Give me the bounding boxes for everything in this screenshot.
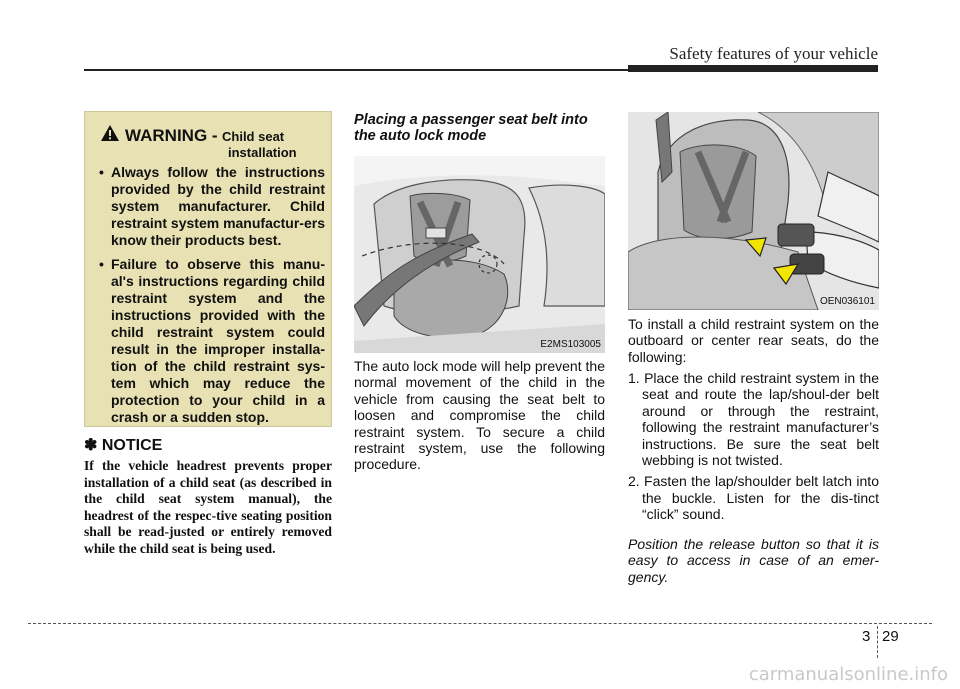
- figure-code: OEN036101: [819, 296, 875, 307]
- warning-word: WARNING -: [125, 126, 218, 145]
- warning-heading: [125, 126, 284, 146]
- section-title: Placing a passenger seat belt into the auto lock mode: [354, 112, 588, 144]
- figure-code: E2MS103005: [540, 339, 601, 350]
- auto-lock-paragraph: The auto lock mode will help prevent the normal movement of the child in the vehicle from causing the seat belt to loosen and compromise the child restraint system. To secure a child restraint system, use the following procedure.: [354, 358, 605, 473]
- rear-seat-drawing: [354, 156, 605, 353]
- release-button-tip: Position the release button so that it is easy to access in case of an emer-gency.: [628, 536, 879, 585]
- install-intro: To install a child restraint system on the outboard or center rear seats, do the following:: [628, 316, 879, 365]
- warning-subtitle-line2: installation: [228, 145, 297, 160]
- chapter-number: 3: [862, 628, 871, 645]
- child-seat-buckle-illustration: [628, 112, 879, 310]
- warning-item: • Always follow the instructions provided by the child restraint system manufacturer. Child restraint system manufactur-ers know their products best.: [99, 164, 325, 249]
- notice-title: ✽ NOTICE: [84, 437, 163, 454]
- watermark: carmanualsonline.info: [748, 664, 948, 685]
- child-seat-drawing: [628, 112, 879, 310]
- warning-triangle-icon: [101, 125, 119, 141]
- warning-item: • Failure to observe this manu-al's instructions regarding child restraint system and the instructions provided with the child restraint system could result in the improper installa-tion of the child restraint sys-tem which may reduce the protection to your child in a crash or a sudden stop.: [99, 256, 325, 426]
- running-header: Safety features of your vehicle: [669, 44, 878, 63]
- notice-body: If the vehicle headrest prevents proper installation of a child seat (as described in the child seat system manual), the headrest of the respec-tive seating position shall be read-justed or entirely removed while the child seat is being used.: [84, 458, 332, 556]
- warning-list: [99, 164, 325, 433]
- page-number: 29: [882, 628, 899, 645]
- footer-rule: [28, 623, 932, 624]
- install-steps: [628, 370, 879, 528]
- install-step: 2. Fasten the lap/shoulder belt latch into the buckle. Listen for the dis-tinct “click” sound.: [628, 473, 879, 523]
- install-step: 1. Place the child restraint system in the seat and route the lap/shoul-der belt around or through the restraint, following the restraint manufacturer’s instructions. Be sure the seat belt webbing is not twisted.: [628, 370, 879, 469]
- header-bar: [628, 65, 878, 72]
- page-number-separator: [877, 626, 878, 658]
- warning-box: [84, 111, 332, 427]
- warning-subtitle: Child seat: [222, 129, 285, 144]
- seat-belt-illustration: [354, 156, 605, 353]
